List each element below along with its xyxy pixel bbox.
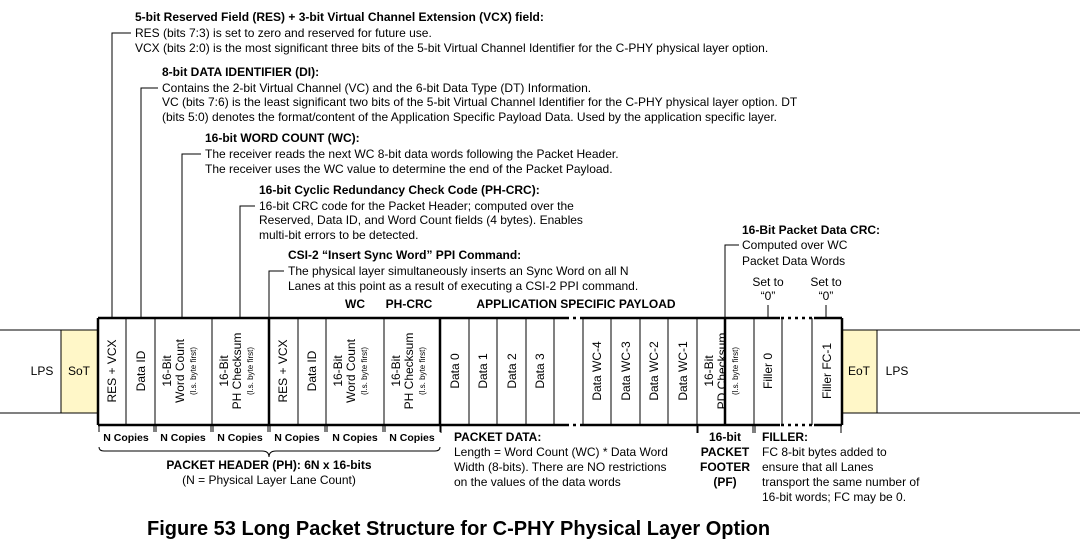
wc-cell-2-line-1: 16-Bit bbox=[331, 355, 345, 387]
pdcrc-line-1: Computed over WC bbox=[742, 238, 848, 252]
payload-top-label: APPLICATION SPECIFIC PAYLOAD bbox=[476, 297, 676, 311]
data-1-cell: Data 1 bbox=[476, 353, 490, 389]
phcs-cell-2-line-1: 16-Bit bbox=[389, 355, 403, 387]
leader-sync bbox=[269, 271, 284, 318]
copies-label-4: N Copies bbox=[274, 432, 320, 444]
zero-value-1: “0” bbox=[760, 289, 776, 303]
di-line-3: (bits 5:0) denotes the format/content of the Application Specific Payload Data. Used by the application specific layer. bbox=[162, 110, 778, 124]
filler-fc-1-cell: Filler FC-1 bbox=[820, 343, 834, 399]
copies-label-3: N Copies bbox=[217, 432, 263, 444]
wc-cell-2-line-2: Word Count bbox=[344, 339, 358, 403]
packet-data-label bbox=[454, 430, 668, 489]
packet-footer-label bbox=[700, 430, 750, 489]
packet-header-brace bbox=[99, 447, 440, 457]
phcrc-line-3: multi-bit errors to be detected. bbox=[259, 228, 419, 242]
copies-label-2: N Copies bbox=[160, 432, 206, 444]
wc-cell-1-line-1: 16-Bit bbox=[160, 355, 174, 387]
di-annotation bbox=[162, 65, 798, 124]
pdcs-cell-line-1: 16-Bit bbox=[702, 355, 716, 387]
lps-left: LPS bbox=[30, 364, 54, 378]
filler-label bbox=[762, 430, 920, 504]
pdcs-cell-line-2: PD Checksum bbox=[715, 332, 729, 410]
phcrc-top-label: PH-CRC bbox=[385, 297, 433, 311]
set-to-zero-labels bbox=[752, 275, 842, 303]
wc-line-1: The receiver reads the next WC 8-bit data words following the Packet Header. bbox=[205, 147, 619, 161]
packet-data-line-3: on the values of the data words bbox=[454, 475, 621, 489]
leader-phcrc bbox=[240, 206, 255, 318]
leader-res-vcx bbox=[112, 33, 131, 318]
wc-top-label: WC bbox=[345, 297, 365, 311]
pdcs-cell-line-3: (l.s. byte first) bbox=[731, 346, 740, 396]
footer-line-4: (PF) bbox=[713, 475, 737, 489]
res-vcx-title: 5-bit Reserved Field (RES) + 3-bit Virtual Channel Extension (VCX) field: bbox=[135, 10, 544, 24]
wc-cell-2-line-3: (l.s. byte first) bbox=[360, 346, 369, 396]
filler-line-1: FC 8-bit bytes added to bbox=[762, 445, 887, 459]
footer-line-3: FOOTER bbox=[700, 460, 750, 474]
res-vcx-line-2: VCX (bits 2:0) is the most significant three bits of the 5-bit Virtual Channel Identifier for the C-PHY physical layer option. bbox=[135, 41, 769, 55]
sync-title: CSI-2 “Insert Sync Word” PPI Command: bbox=[288, 248, 522, 262]
di-line-1: Contains the 2-bit Virtual Channel (VC) and the 6-bit Data Type (DT) Information. bbox=[162, 81, 592, 95]
figure-caption: Figure 53 Long Packet Structure for C-PHY Physical Layer Option bbox=[147, 518, 771, 540]
phcs-cell-1-line-3: (l.s. byte first) bbox=[246, 346, 255, 396]
phcrc-line-2: Reserved, Data ID, and Word Count fields (4 bytes). Enables bbox=[259, 213, 583, 227]
data-0-cell: Data 0 bbox=[448, 353, 462, 389]
data-id-cell-2: Data ID bbox=[305, 350, 319, 392]
data-3-cell: Data 3 bbox=[533, 353, 547, 389]
top-field-labels bbox=[345, 297, 676, 311]
footer-line-1: 16-bit bbox=[708, 430, 742, 444]
zero-value-2: “0” bbox=[818, 289, 834, 303]
wc-cell-1-line-2: Word Count bbox=[173, 339, 187, 403]
packet-row bbox=[0, 318, 1080, 425]
data-2-cell: Data 2 bbox=[505, 353, 519, 389]
phcs-cell-1-line-1: 16-Bit bbox=[217, 355, 231, 387]
packet-header-title: PACKET HEADER (PH): 6N x 16-bits bbox=[166, 458, 372, 472]
copies-label-1: N Copies bbox=[103, 432, 149, 444]
res-vcx-cell-2: RES + VCX bbox=[276, 339, 290, 403]
sync-line-2: Lanes at this point as a result of executing a CSI-2 PPI command. bbox=[288, 279, 639, 293]
data-id-cell-1: Data ID bbox=[134, 350, 148, 392]
phcs-cell-2-line-2: PH Checksum bbox=[402, 332, 416, 410]
res-vcx-line-1: RES (bits 7:3) is set to zero and reserved for future use. bbox=[135, 26, 432, 40]
packet-header-label bbox=[166, 458, 371, 487]
wc-cell-1-line-3: (l.s. byte first) bbox=[189, 346, 198, 396]
pdcrc-line-2: Packet Data Words bbox=[742, 254, 846, 268]
wc-line-2: The receiver uses the WC value to determine the end of the Packet Payload. bbox=[205, 162, 613, 176]
data-wc-4-cell: Data WC-4 bbox=[590, 341, 604, 401]
leader-pdcrc bbox=[725, 245, 739, 318]
wc-title: 16-bit WORD COUNT (WC): bbox=[205, 131, 360, 145]
filler-0-cell: Filler 0 bbox=[761, 352, 775, 390]
set-to-zero-2: Set to bbox=[810, 275, 842, 289]
pdcrc-annotation bbox=[742, 223, 880, 268]
copies-label-5: N Copies bbox=[332, 432, 378, 444]
copies-label-6: N Copies bbox=[389, 432, 435, 444]
res-vcx-annotation bbox=[135, 10, 768, 55]
lps-right: LPS bbox=[885, 364, 909, 378]
wc-annotation bbox=[205, 131, 619, 176]
packet-data-line-2: Width (8-bits). There are NO restrictions bbox=[454, 460, 667, 474]
data-wc-2-cell: Data WC-2 bbox=[647, 341, 661, 401]
phcrc-annotation bbox=[259, 183, 583, 242]
packet-data-title: PACKET DATA: bbox=[454, 430, 542, 444]
copies-labels bbox=[103, 432, 435, 444]
sync-line-1: The physical layer simultaneously inserts an Sync Word on all N bbox=[288, 264, 629, 278]
pdcrc-title: 16-Bit Packet Data CRC: bbox=[742, 223, 881, 237]
sot-cell: SoT bbox=[67, 364, 91, 378]
phcs-cell-2-line-3: (l.s. byte first) bbox=[418, 346, 427, 396]
leader-wc bbox=[182, 154, 201, 318]
data-wc-3-cell: Data WC-3 bbox=[619, 341, 633, 401]
set-to-zero-1: Set to bbox=[752, 275, 784, 289]
filler-line-4: 16-bit words; FC may be 0. bbox=[762, 490, 907, 504]
packet-data-line-1: Length = Word Count (WC) * Data Word bbox=[454, 445, 668, 459]
filler-line-2: ensure that all Lanes bbox=[762, 460, 874, 474]
sync-annotation bbox=[288, 248, 638, 293]
phcrc-title: 16-bit Cyclic Redundancy Check Code (PH-CRC): bbox=[259, 183, 540, 197]
footer-line-2: PACKET bbox=[700, 445, 750, 459]
res-vcx-cell-1: RES + VCX bbox=[105, 339, 119, 403]
leader-di bbox=[141, 88, 158, 318]
packet-header-sub: (N = Physical Layer Lane Count) bbox=[182, 473, 356, 487]
di-line-2: VC (bits 7:6) is the least significant two bits of the 5-bit Virtual Channel Identifier for the C-PHY physical layer option. DT bbox=[162, 95, 798, 109]
filler-title: FILLER: bbox=[762, 430, 808, 444]
data-wc-1-cell: Data WC-1 bbox=[676, 341, 690, 401]
eot-cell: EoT bbox=[847, 364, 871, 378]
phcs-cell-1-line-2: PH Checksum bbox=[230, 332, 244, 410]
di-title: 8-bit DATA IDENTIFIER (DI): bbox=[162, 65, 320, 79]
phcrc-line-1: 16-bit CRC code for the Packet Header; computed over the bbox=[259, 199, 574, 213]
filler-line-3: transport the same number of bbox=[762, 475, 920, 489]
